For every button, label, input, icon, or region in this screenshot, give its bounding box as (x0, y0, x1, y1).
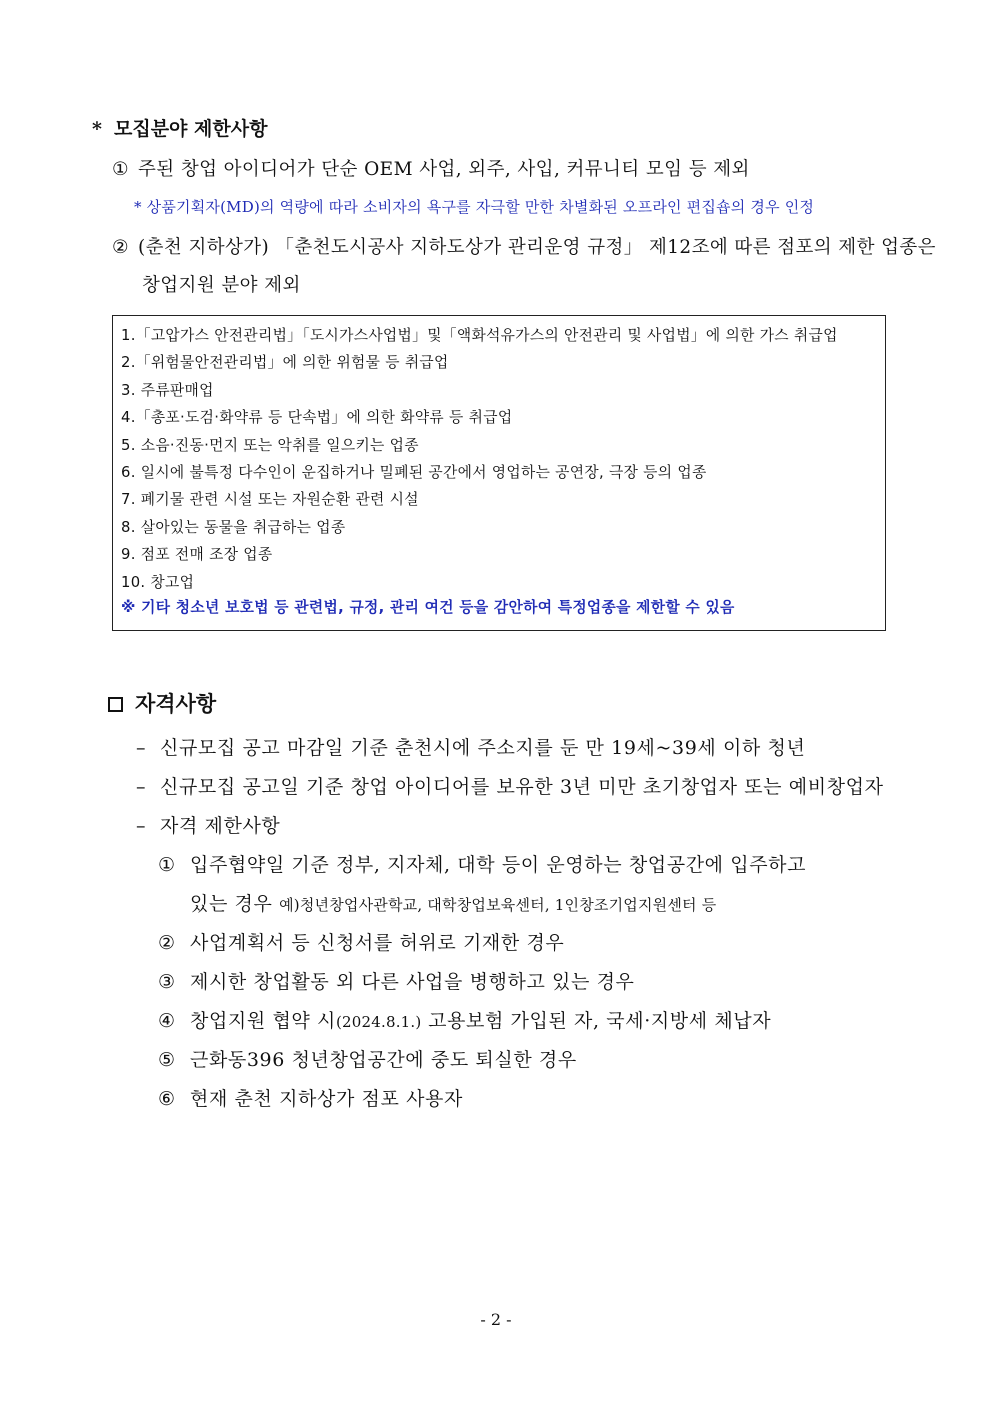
list-item: 2.「위험물안전관리법」에 의한 위험물 등 취급업 (121, 354, 449, 372)
limitation-item-4 (158, 1006, 771, 1033)
list-item: 7. 폐기물 관련 시설 또는 자원순환 관련 시설 (121, 491, 419, 509)
item-number: ⑥ (158, 1088, 176, 1110)
list-item: 5. 소음·진동·먼지 또는 악취를 일으키는 업종 (121, 436, 419, 454)
restricted-business-list (113, 316, 885, 596)
line-text: 신규모집 공고 마감일 기준 춘천시에 주소지를 둔 만 19세~39세 이하 청년 (160, 737, 806, 759)
limitation-item-6 (158, 1084, 463, 1111)
dash-bullet: – (136, 776, 147, 798)
list-item: 8. 살아있는 동물을 취급하는 업종 (121, 518, 346, 536)
limitation-item-3 (158, 967, 635, 994)
item-text: 입주협약일 기준 정부, 지자체, 대학 등이 운영하는 창업공간에 입주하고 (190, 854, 807, 876)
list-item: 10. 창고업 (121, 573, 195, 591)
item-text: 근화동396 청년창업공간에 중도 퇴실한 경우 (190, 1049, 577, 1071)
restriction-item-2-continued: 창업지원 분야 제외 (142, 275, 301, 296)
list-item: 6. 일시에 불특정 다수인이 운집하거나 밀폐된 공간에서 영업하는 공연장, 극장 등의 업종 (121, 463, 707, 481)
list-item: 3. 주류판매업 (121, 381, 214, 399)
item-text: 고용보험 가입된 자, 국세·지방세 체납자 (421, 1010, 772, 1032)
item-number: ② (112, 237, 129, 258)
item-text: 있는 경우 (190, 893, 273, 915)
item-text: 주된 창업 아이디어가 단순 OEM 사업, 외주, 사입, 커뮤니티 모임 등 제외 (138, 159, 750, 180)
item-number: ④ (158, 1010, 176, 1032)
page-number: - 2 - (480, 1310, 512, 1329)
line-text: 자격 제한사항 (160, 815, 281, 837)
item-number: ⑤ (158, 1049, 176, 1071)
limitation-item-1 (158, 850, 806, 877)
restriction-item-1 (112, 155, 750, 181)
limitation-item-5 (158, 1045, 577, 1072)
item-text: (춘천 지하상가) 「춘천도시공사 지하도상가 관리운영 규정」 제12조에 따른 점포의 제한 업종은 (138, 237, 936, 258)
item-number: ② (158, 932, 176, 954)
qualification-line-2 (136, 772, 884, 799)
qualification-title: 자격사항 (135, 692, 217, 716)
limitation-item-2 (158, 928, 564, 955)
date-text: (2024.8.1.) (335, 1013, 422, 1031)
list-item: 4.「총포·도검·화약류 등 단속법」에 의한 화약류 등 취급업 (121, 409, 513, 427)
limitation-item-1-continued (190, 889, 716, 916)
box-note: ※ 기타 청소년 보호법 등 관련법, 규정, 관리 여건 등을 감안하여 특정업종을 제한할 수 있음 (121, 599, 735, 616)
item-number: ① (112, 159, 129, 180)
item-text: 현재 춘천 지하상가 점포 사용자 (190, 1088, 463, 1110)
restriction-item-2 (112, 233, 936, 259)
heading-bullet: * (92, 118, 102, 140)
list-item: 1.「고압가스 안전관리법」「도시가스사업법」및「액화석유가스의 안전관리 및 사업법」에 의한 가스 취급업 (121, 327, 838, 344)
square-bullet-icon (108, 697, 123, 712)
item-number: ① (158, 854, 176, 876)
restricted-business-box (112, 315, 886, 631)
qualification-heading (108, 688, 216, 718)
qualification-line-1 (136, 733, 805, 760)
restriction-heading (92, 114, 267, 141)
restriction-title: 모집분야 제한사항 (114, 118, 268, 140)
item-number: ③ (158, 971, 176, 993)
item-text: 사업계획서 등 신청서를 허위로 기재한 경우 (190, 932, 565, 954)
example-text: 예)청년창업사관학교, 대학창업보육센터, 1인창조기업지원센터 등 (279, 896, 717, 914)
line-text: 신규모집 공고일 기준 창업 아이디어를 보유한 3년 미만 초기창업자 또는 예비창업자 (160, 776, 884, 798)
item-text: 창업지원 협약 시 (190, 1010, 336, 1032)
dash-bullet: – (136, 815, 147, 837)
item-text: 제시한 창업활동 외 다른 사업을 병행하고 있는 경우 (190, 971, 635, 993)
restriction-note: * 상품기획자(MD)의 역량에 따라 소비자의 욕구를 자극할 만한 차별화된 오프라인 편집숍의 경우 인정 (134, 198, 815, 216)
dash-bullet: – (136, 737, 147, 759)
list-item: 9. 점포 전매 조장 업종 (121, 546, 273, 564)
qualification-line-3 (136, 811, 280, 838)
